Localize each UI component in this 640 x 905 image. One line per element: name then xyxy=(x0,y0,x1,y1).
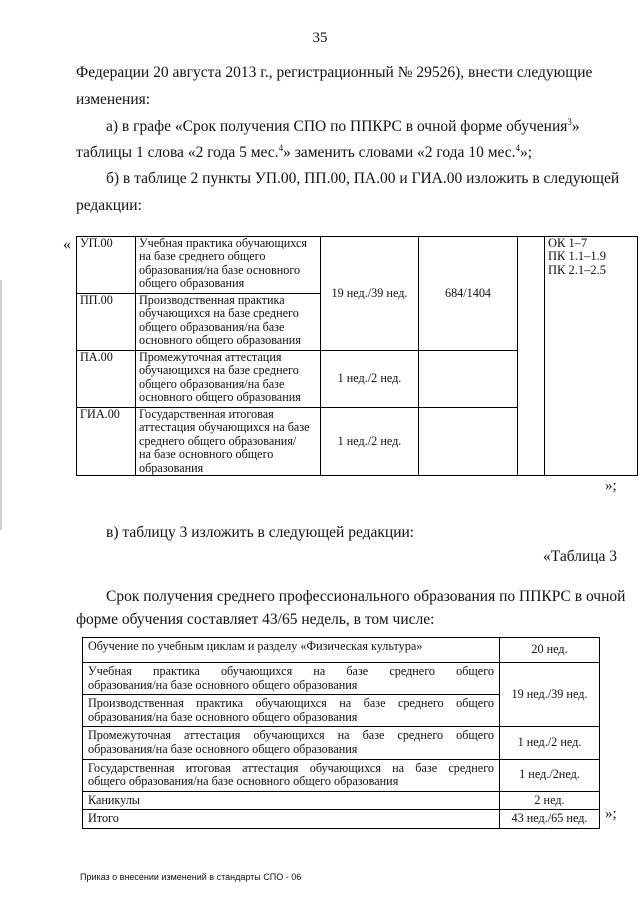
item-c-text: в) таблицу 3 изложить в следующей редакции: xyxy=(106,524,415,541)
page-number: 35 xyxy=(312,30,328,46)
table3-name-cell: Учебная практика обучающихся на базе среднего общего образования/на базе основного общего образования xyxy=(83,663,500,695)
table3-row xyxy=(83,791,600,810)
table3-name-cell: Каникулы xyxy=(83,791,500,810)
table3-row xyxy=(83,727,600,759)
table2-hours-merged: 684/1404 xyxy=(419,237,518,351)
table2-row xyxy=(77,237,638,294)
table-3 xyxy=(82,637,600,829)
table-2 xyxy=(76,236,638,476)
table2-desc-cell: Производственная практика обучающихся на базе среднего общего образования/на базе основного общего образования xyxy=(136,294,321,351)
table2-code-cell: ПА.00 xyxy=(77,351,136,408)
table3-value-cell: 1 нед./2нед. xyxy=(500,759,600,791)
table2-empty-column xyxy=(518,237,545,476)
table2-desc-cell: Учебная практика обучающихся на базе среднего общего образования/на базе основного общего образования xyxy=(136,237,321,294)
table3-heading-line-2: форме обучения составляет 43/65 недель, в том числе: xyxy=(76,611,435,628)
table2-hours-cell xyxy=(419,351,518,408)
table3-name-cell: Производственная практика обучающихся на базе среднего общего образования/на базе основного общего образования xyxy=(83,695,500,727)
table2-open-quote: « xyxy=(63,236,71,253)
table3-value-cell: 43 нед./65 нед. xyxy=(500,810,600,829)
page-footer: Приказ о внесении изменений в стандарты СПО - 06 xyxy=(80,872,302,882)
item-b-line-1: б) в таблице 2 пункты УП.00, ПП.00, ПА.00 и ГИА.00 изложить в следующей xyxy=(106,170,620,187)
table3-name-cell: Промежуточная аттестация обучающихся на базе среднего общего образования/на базе основного общего образования xyxy=(83,727,500,759)
table3-name-cell: Итого xyxy=(83,810,500,829)
table2-code-cell: ГИА.00 xyxy=(77,408,136,476)
table3-row xyxy=(83,810,600,829)
table3-value-cell: 20 нед. xyxy=(500,638,600,663)
table2-duration-merged: 19 нед./39 нед. xyxy=(321,237,419,351)
table2-duration-cell: 1 нед./2 нед. xyxy=(321,408,419,476)
table3-close-quote: »; xyxy=(605,806,617,822)
table2-close-quote: »; xyxy=(605,478,617,494)
table2-code-cell: ПП.00 xyxy=(77,294,136,351)
scan-margin-shadow xyxy=(0,280,2,530)
table3-row xyxy=(83,638,600,663)
table3-name-cell: Обучение по учебным циклам и разделу «Физическая культура» xyxy=(83,638,500,663)
intro-line-1: Федерации 20 августа 2013 г., регистрационный № 29526), внести следующие xyxy=(76,64,593,81)
table3-value-merged: 19 нед./39 нед. xyxy=(500,663,600,727)
table2-duration-cell: 1 нед./2 нед. xyxy=(321,351,419,408)
intro-line-2: изменения: xyxy=(76,91,151,108)
table2-competencies-cell: ОК 1–7 ПК 1.1–1.9 ПК 2.1–2.5 xyxy=(545,237,638,476)
table2-desc-cell: Промежуточная аттестация обучающихся на базе среднего общего образования/на базе основного общего образования xyxy=(136,351,321,408)
table3-row xyxy=(83,759,600,791)
table3-value-cell: 2 нед. xyxy=(500,791,600,810)
table2-code-cell: УП.00 xyxy=(77,237,136,294)
table3-label: «Таблица 3 xyxy=(543,548,618,565)
table2-desc-cell: Государственная итоговая аттестация обучающихся на базе среднего общего образования/ на базе основного общего образования xyxy=(136,408,321,476)
table3-value-cell: 1 нед./2 нед. xyxy=(500,727,600,759)
item-a-line-1: а) в графе «Срок получения СПО по ППКРС в очной форме обучения$^3$» xyxy=(106,116,580,135)
table3-name-cell: Государственная итоговая аттестация обучающихся на базе среднего общего образования/на базе основного общего образования xyxy=(83,759,500,791)
item-a-line-2: таблицы 1 слова «2 года 5 мес.$^4$» заменить словами «2 года 10 мес.$^4$»; xyxy=(76,142,533,161)
table3-heading-line-1: Срок получения среднего профессионального образования по ППКРС в очной xyxy=(106,588,626,605)
table2-hours-cell xyxy=(419,408,518,476)
item-b-line-2: редакции: xyxy=(76,197,142,214)
table3-row xyxy=(83,663,600,695)
